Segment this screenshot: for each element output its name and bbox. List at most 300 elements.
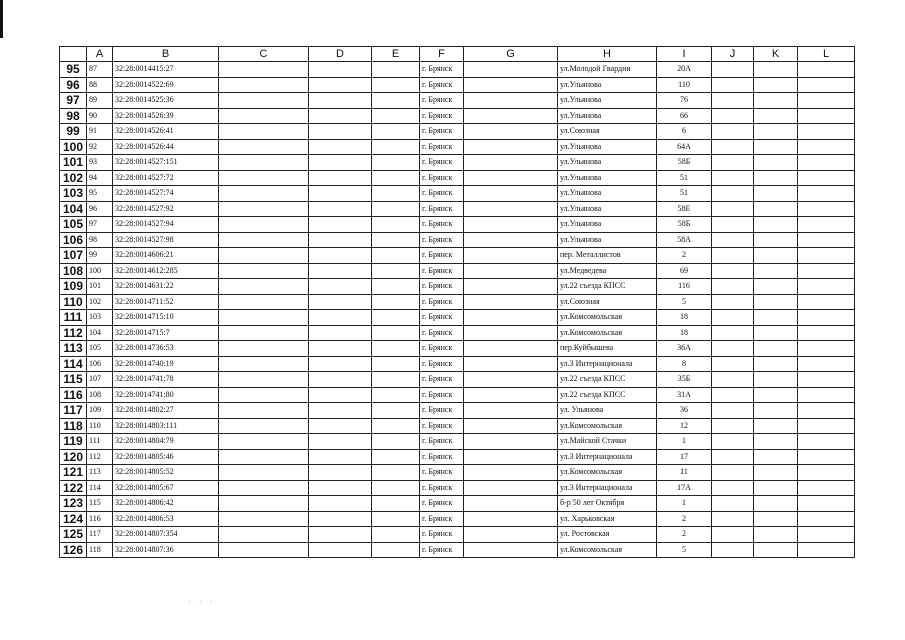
cell-i[interactable]: 18 — [657, 325, 712, 341]
cell-b[interactable]: 32:28:0014526:44 — [113, 139, 219, 155]
cell-h[interactable]: ул.22 съезда КПСС — [558, 387, 657, 403]
cell-g[interactable] — [464, 465, 558, 481]
row-number[interactable]: 114 — [60, 356, 87, 372]
cell-b[interactable]: 32:28:0014527:94 — [113, 217, 219, 233]
cell-l[interactable] — [798, 108, 855, 124]
cell-a[interactable]: 106 — [87, 356, 113, 372]
cell-f[interactable]: г. Брянск — [420, 465, 464, 481]
cell-l[interactable] — [798, 418, 855, 434]
column-header-d[interactable]: D — [309, 47, 372, 62]
cell-f[interactable]: г. Брянск — [420, 372, 464, 388]
column-header-k[interactable]: K — [754, 47, 798, 62]
cell-b[interactable]: 32:28:0014806:53 — [113, 511, 219, 527]
cell-e[interactable] — [372, 263, 420, 279]
cell-l[interactable] — [798, 341, 855, 357]
cell-g[interactable] — [464, 139, 558, 155]
row-number[interactable]: 119 — [60, 434, 87, 450]
row-number[interactable]: 115 — [60, 372, 87, 388]
cell-l[interactable] — [798, 217, 855, 233]
cell-g[interactable] — [464, 310, 558, 326]
cell-j[interactable] — [712, 434, 754, 450]
cell-a[interactable]: 90 — [87, 108, 113, 124]
cell-g[interactable] — [464, 325, 558, 341]
cell-a[interactable]: 89 — [87, 93, 113, 109]
cell-f[interactable]: г. Брянск — [420, 170, 464, 186]
cell-d[interactable] — [309, 310, 372, 326]
cell-j[interactable] — [712, 201, 754, 217]
cell-i[interactable]: 116 — [657, 279, 712, 295]
cell-f[interactable]: г. Брянск — [420, 232, 464, 248]
cell-e[interactable] — [372, 108, 420, 124]
cell-k[interactable] — [754, 310, 798, 326]
row-number[interactable]: 104 — [60, 201, 87, 217]
cell-g[interactable] — [464, 108, 558, 124]
cell-i[interactable]: 51 — [657, 170, 712, 186]
cell-g[interactable] — [464, 434, 558, 450]
row-number[interactable]: 110 — [60, 294, 87, 310]
cell-f[interactable]: г. Брянск — [420, 527, 464, 543]
cell-h[interactable]: б-р 50 лет Октября — [558, 496, 657, 512]
cell-k[interactable] — [754, 449, 798, 465]
cell-g[interactable] — [464, 387, 558, 403]
cell-k[interactable] — [754, 124, 798, 140]
row-number[interactable]: 109 — [60, 279, 87, 295]
cell-g[interactable] — [464, 356, 558, 372]
cell-c[interactable] — [219, 263, 309, 279]
cell-f[interactable]: г. Брянск — [420, 186, 464, 202]
cell-h[interactable]: ул.Ульянова — [558, 217, 657, 233]
cell-l[interactable] — [798, 496, 855, 512]
cell-c[interactable] — [219, 62, 309, 78]
cell-j[interactable] — [712, 170, 754, 186]
cell-g[interactable] — [464, 279, 558, 295]
cell-f[interactable]: г. Брянск — [420, 155, 464, 171]
cell-c[interactable] — [219, 356, 309, 372]
cell-c[interactable] — [219, 310, 309, 326]
row-number[interactable]: 108 — [60, 263, 87, 279]
cell-b[interactable]: 32:28:0014803:111 — [113, 418, 219, 434]
cell-i[interactable]: 17 — [657, 449, 712, 465]
cell-k[interactable] — [754, 62, 798, 78]
row-number[interactable]: 98 — [60, 108, 87, 124]
row-number[interactable]: 113 — [60, 341, 87, 357]
cell-b[interactable]: 32:28:0014740:19 — [113, 356, 219, 372]
cell-e[interactable] — [372, 155, 420, 171]
cell-j[interactable] — [712, 527, 754, 543]
cell-f[interactable]: г. Брянск — [420, 217, 464, 233]
cell-c[interactable] — [219, 108, 309, 124]
cell-l[interactable] — [798, 527, 855, 543]
cell-c[interactable] — [219, 511, 309, 527]
cell-e[interactable] — [372, 77, 420, 93]
cell-f[interactable]: г. Брянск — [420, 356, 464, 372]
cell-f[interactable]: г. Брянск — [420, 403, 464, 419]
cell-l[interactable] — [798, 511, 855, 527]
row-number[interactable]: 105 — [60, 217, 87, 233]
row-number[interactable]: 116 — [60, 387, 87, 403]
cell-l[interactable] — [798, 62, 855, 78]
cell-f[interactable]: г. Брянск — [420, 108, 464, 124]
cell-i[interactable]: 8 — [657, 356, 712, 372]
column-header-j[interactable]: J — [712, 47, 754, 62]
cell-h[interactable]: ул.Ульянова — [558, 93, 657, 109]
row-number[interactable]: 111 — [60, 310, 87, 326]
cell-h[interactable]: ул.Ульянова — [558, 108, 657, 124]
cell-c[interactable] — [219, 77, 309, 93]
cell-b[interactable]: 32:28:0014631:22 — [113, 279, 219, 295]
cell-j[interactable] — [712, 108, 754, 124]
cell-f[interactable]: г. Брянск — [420, 496, 464, 512]
row-number[interactable]: 102 — [60, 170, 87, 186]
cell-d[interactable] — [309, 108, 372, 124]
row-number[interactable]: 97 — [60, 93, 87, 109]
cell-f[interactable]: г. Брянск — [420, 449, 464, 465]
cell-c[interactable] — [219, 232, 309, 248]
cell-e[interactable] — [372, 511, 420, 527]
cell-b[interactable]: 32:28:0014526:39 — [113, 108, 219, 124]
cell-c[interactable] — [219, 170, 309, 186]
cell-i[interactable]: 58Е — [657, 201, 712, 217]
cell-e[interactable] — [372, 480, 420, 496]
cell-k[interactable] — [754, 387, 798, 403]
cell-a[interactable]: 99 — [87, 248, 113, 264]
cell-j[interactable] — [712, 217, 754, 233]
cell-j[interactable] — [712, 124, 754, 140]
cell-h[interactable]: ул.Комсомольская — [558, 418, 657, 434]
cell-b[interactable]: 32:28:0014527:151 — [113, 155, 219, 171]
cell-j[interactable] — [712, 263, 754, 279]
cell-k[interactable] — [754, 186, 798, 202]
cell-i[interactable]: 2 — [657, 527, 712, 543]
cell-h[interactable]: ул.3 Интернационала — [558, 480, 657, 496]
cell-i[interactable]: 1 — [657, 434, 712, 450]
cell-i[interactable]: 1 — [657, 496, 712, 512]
cell-l[interactable] — [798, 279, 855, 295]
cell-e[interactable] — [372, 496, 420, 512]
cell-j[interactable] — [712, 372, 754, 388]
cell-k[interactable] — [754, 139, 798, 155]
cell-c[interactable] — [219, 434, 309, 450]
cell-e[interactable] — [372, 527, 420, 543]
cell-e[interactable] — [372, 434, 420, 450]
cell-a[interactable]: 107 — [87, 372, 113, 388]
cell-h[interactable]: ул.Комсомольская — [558, 325, 657, 341]
cell-l[interactable] — [798, 77, 855, 93]
cell-d[interactable] — [309, 124, 372, 140]
cell-d[interactable] — [309, 387, 372, 403]
cell-c[interactable] — [219, 186, 309, 202]
cell-c[interactable] — [219, 465, 309, 481]
cell-i[interactable]: 6 — [657, 124, 712, 140]
cell-j[interactable] — [712, 155, 754, 171]
cell-e[interactable] — [372, 341, 420, 357]
cell-i[interactable]: 76 — [657, 93, 712, 109]
cell-j[interactable] — [712, 511, 754, 527]
cell-a[interactable]: 91 — [87, 124, 113, 140]
cell-d[interactable] — [309, 496, 372, 512]
cell-i[interactable]: 110 — [657, 77, 712, 93]
row-number[interactable]: 125 — [60, 527, 87, 543]
cell-e[interactable] — [372, 170, 420, 186]
cell-b[interactable]: 32:28:0014805:46 — [113, 449, 219, 465]
cell-j[interactable] — [712, 341, 754, 357]
cell-f[interactable]: г. Брянск — [420, 201, 464, 217]
cell-b[interactable]: 32:28:0014525:36 — [113, 93, 219, 109]
cell-a[interactable]: 98 — [87, 232, 113, 248]
cell-b[interactable]: 32:28:0014711:52 — [113, 294, 219, 310]
cell-l[interactable] — [798, 325, 855, 341]
cell-j[interactable] — [712, 279, 754, 295]
cell-f[interactable]: г. Брянск — [420, 62, 464, 78]
cell-g[interactable] — [464, 248, 558, 264]
cell-j[interactable] — [712, 232, 754, 248]
cell-l[interactable] — [798, 170, 855, 186]
cell-h[interactable]: ул.Союзная — [558, 294, 657, 310]
cell-a[interactable]: 114 — [87, 480, 113, 496]
cell-k[interactable] — [754, 511, 798, 527]
cell-h[interactable]: ул. Ульянова — [558, 403, 657, 419]
cell-b[interactable]: 32:28:0014807:36 — [113, 542, 219, 558]
row-number[interactable]: 95 — [60, 62, 87, 78]
cell-j[interactable] — [712, 542, 754, 558]
cell-j[interactable] — [712, 77, 754, 93]
cell-l[interactable] — [798, 294, 855, 310]
cell-k[interactable] — [754, 232, 798, 248]
cell-k[interactable] — [754, 279, 798, 295]
cell-i[interactable]: 5 — [657, 294, 712, 310]
cell-j[interactable] — [712, 186, 754, 202]
cell-a[interactable]: 92 — [87, 139, 113, 155]
cell-d[interactable] — [309, 77, 372, 93]
cell-e[interactable] — [372, 139, 420, 155]
cell-j[interactable] — [712, 496, 754, 512]
cell-i[interactable]: 5 — [657, 542, 712, 558]
cell-c[interactable] — [219, 124, 309, 140]
cell-k[interactable] — [754, 248, 798, 264]
cell-a[interactable]: 94 — [87, 170, 113, 186]
cell-b[interactable]: 32:28:0014527:92 — [113, 201, 219, 217]
cell-j[interactable] — [712, 294, 754, 310]
cell-h[interactable]: ул.Ульянова — [558, 155, 657, 171]
cell-h[interactable]: ул.Комсомольская — [558, 542, 657, 558]
cell-h[interactable]: ул.Ульянова — [558, 77, 657, 93]
cell-d[interactable] — [309, 248, 372, 264]
cell-e[interactable] — [372, 201, 420, 217]
cell-g[interactable] — [464, 186, 558, 202]
cell-c[interactable] — [219, 403, 309, 419]
cell-f[interactable]: г. Брянск — [420, 511, 464, 527]
cell-j[interactable] — [712, 310, 754, 326]
cell-e[interactable] — [372, 418, 420, 434]
cell-h[interactable]: пер. Металлистов — [558, 248, 657, 264]
cell-d[interactable] — [309, 279, 372, 295]
row-number[interactable]: 103 — [60, 186, 87, 202]
cell-k[interactable] — [754, 341, 798, 357]
row-number[interactable]: 101 — [60, 155, 87, 171]
cell-a[interactable]: 111 — [87, 434, 113, 450]
column-header-b[interactable]: B — [113, 47, 219, 62]
cell-f[interactable]: г. Брянск — [420, 434, 464, 450]
cell-e[interactable] — [372, 232, 420, 248]
row-number[interactable]: 117 — [60, 403, 87, 419]
cell-l[interactable] — [798, 480, 855, 496]
cell-l[interactable] — [798, 186, 855, 202]
cell-e[interactable] — [372, 403, 420, 419]
column-header-f[interactable]: F — [420, 47, 464, 62]
cell-f[interactable]: г. Брянск — [420, 325, 464, 341]
cell-h[interactable]: ул.22 съезда КПСС — [558, 372, 657, 388]
cell-l[interactable] — [798, 139, 855, 155]
cell-l[interactable] — [798, 465, 855, 481]
cell-d[interactable] — [309, 263, 372, 279]
cell-l[interactable] — [798, 201, 855, 217]
cell-f[interactable]: г. Брянск — [420, 248, 464, 264]
cell-d[interactable] — [309, 418, 372, 434]
cell-a[interactable]: 118 — [87, 542, 113, 558]
cell-e[interactable] — [372, 93, 420, 109]
cell-d[interactable] — [309, 325, 372, 341]
cell-g[interactable] — [464, 294, 558, 310]
cell-c[interactable] — [219, 294, 309, 310]
cell-b[interactable]: 32:28:0014806:42 — [113, 496, 219, 512]
cell-l[interactable] — [798, 310, 855, 326]
cell-g[interactable] — [464, 496, 558, 512]
cell-h[interactable]: ул. Харьковская — [558, 511, 657, 527]
cell-h[interactable]: пер.Куйбышева — [558, 341, 657, 357]
cell-j[interactable] — [712, 449, 754, 465]
cell-f[interactable]: г. Брянск — [420, 93, 464, 109]
cell-l[interactable] — [798, 403, 855, 419]
cell-i[interactable]: 17А — [657, 480, 712, 496]
cell-g[interactable] — [464, 77, 558, 93]
cell-b[interactable]: 32:28:0014736:53 — [113, 341, 219, 357]
cell-b[interactable]: 32:28:0014526:41 — [113, 124, 219, 140]
cell-d[interactable] — [309, 217, 372, 233]
cell-e[interactable] — [372, 387, 420, 403]
row-number[interactable]: 96 — [60, 77, 87, 93]
row-number[interactable]: 120 — [60, 449, 87, 465]
cell-g[interactable] — [464, 418, 558, 434]
cell-f[interactable]: г. Брянск — [420, 387, 464, 403]
cell-a[interactable]: 110 — [87, 418, 113, 434]
cell-e[interactable] — [372, 542, 420, 558]
cell-a[interactable]: 95 — [87, 186, 113, 202]
cell-k[interactable] — [754, 217, 798, 233]
cell-d[interactable] — [309, 62, 372, 78]
cell-k[interactable] — [754, 108, 798, 124]
cell-h[interactable]: ул.Медведева — [558, 263, 657, 279]
row-number[interactable]: 99 — [60, 124, 87, 140]
cell-f[interactable]: г. Брянск — [420, 139, 464, 155]
cell-h[interactable]: ул.Комсомольская — [558, 310, 657, 326]
cell-d[interactable] — [309, 201, 372, 217]
cell-c[interactable] — [219, 449, 309, 465]
cell-i[interactable]: 36 — [657, 403, 712, 419]
cell-g[interactable] — [464, 170, 558, 186]
cell-i[interactable]: 58А — [657, 232, 712, 248]
row-number[interactable]: 124 — [60, 511, 87, 527]
cell-g[interactable] — [464, 93, 558, 109]
cell-i[interactable]: 2 — [657, 511, 712, 527]
cell-e[interactable] — [372, 294, 420, 310]
cell-d[interactable] — [309, 542, 372, 558]
cell-d[interactable] — [309, 93, 372, 109]
cell-a[interactable]: 104 — [87, 325, 113, 341]
cell-h[interactable]: ул.Ульянова — [558, 232, 657, 248]
cell-b[interactable]: 32:28:0014715:10 — [113, 310, 219, 326]
cell-h[interactable]: ул.3 Интернационала — [558, 449, 657, 465]
cell-b[interactable]: 32:28:0014741:80 — [113, 387, 219, 403]
cell-l[interactable] — [798, 124, 855, 140]
cell-e[interactable] — [372, 186, 420, 202]
cell-f[interactable]: г. Брянск — [420, 418, 464, 434]
cell-l[interactable] — [798, 155, 855, 171]
cell-g[interactable] — [464, 480, 558, 496]
column-header-l[interactable]: L — [798, 47, 855, 62]
cell-c[interactable] — [219, 279, 309, 295]
cell-g[interactable] — [464, 449, 558, 465]
cell-h[interactable]: ул.22 съезда КПСС — [558, 279, 657, 295]
cell-j[interactable] — [712, 465, 754, 481]
cell-h[interactable]: ул.Комсомольская — [558, 465, 657, 481]
cell-b[interactable]: 32:28:0014802:27 — [113, 403, 219, 419]
row-number[interactable]: 107 — [60, 248, 87, 264]
cell-d[interactable] — [309, 356, 372, 372]
cell-h[interactable]: ул.Ульянова — [558, 139, 657, 155]
cell-d[interactable] — [309, 465, 372, 481]
cell-k[interactable] — [754, 527, 798, 543]
cell-d[interactable] — [309, 232, 372, 248]
cell-a[interactable]: 105 — [87, 341, 113, 357]
cell-f[interactable]: г. Брянск — [420, 77, 464, 93]
cell-d[interactable] — [309, 341, 372, 357]
cell-h[interactable]: ул.3 Интернационала — [558, 356, 657, 372]
cell-k[interactable] — [754, 542, 798, 558]
cell-l[interactable] — [798, 356, 855, 372]
cell-e[interactable] — [372, 248, 420, 264]
cell-a[interactable]: 103 — [87, 310, 113, 326]
row-number[interactable]: 100 — [60, 139, 87, 155]
cell-e[interactable] — [372, 325, 420, 341]
cell-b[interactable]: 32:28:0014612:285 — [113, 263, 219, 279]
cell-b[interactable]: 32:28:0014805:67 — [113, 480, 219, 496]
cell-g[interactable] — [464, 217, 558, 233]
cell-l[interactable] — [798, 449, 855, 465]
cell-i[interactable]: 31А — [657, 387, 712, 403]
cell-g[interactable] — [464, 155, 558, 171]
column-header-c[interactable]: C — [219, 47, 309, 62]
cell-i[interactable]: 58Б — [657, 217, 712, 233]
cell-k[interactable] — [754, 480, 798, 496]
cell-k[interactable] — [754, 201, 798, 217]
cell-d[interactable] — [309, 527, 372, 543]
cell-b[interactable]: 32:28:0014715:7 — [113, 325, 219, 341]
cell-j[interactable] — [712, 480, 754, 496]
cell-k[interactable] — [754, 434, 798, 450]
cell-c[interactable] — [219, 217, 309, 233]
cell-k[interactable] — [754, 465, 798, 481]
cell-g[interactable] — [464, 201, 558, 217]
cell-d[interactable] — [309, 511, 372, 527]
row-number[interactable]: 126 — [60, 542, 87, 558]
cell-g[interactable] — [464, 511, 558, 527]
cell-i[interactable]: 35Б — [657, 372, 712, 388]
cell-d[interactable] — [309, 434, 372, 450]
cell-a[interactable]: 113 — [87, 465, 113, 481]
cell-f[interactable]: г. Брянск — [420, 263, 464, 279]
cell-i[interactable]: 69 — [657, 263, 712, 279]
cell-f[interactable]: г. Брянск — [420, 294, 464, 310]
